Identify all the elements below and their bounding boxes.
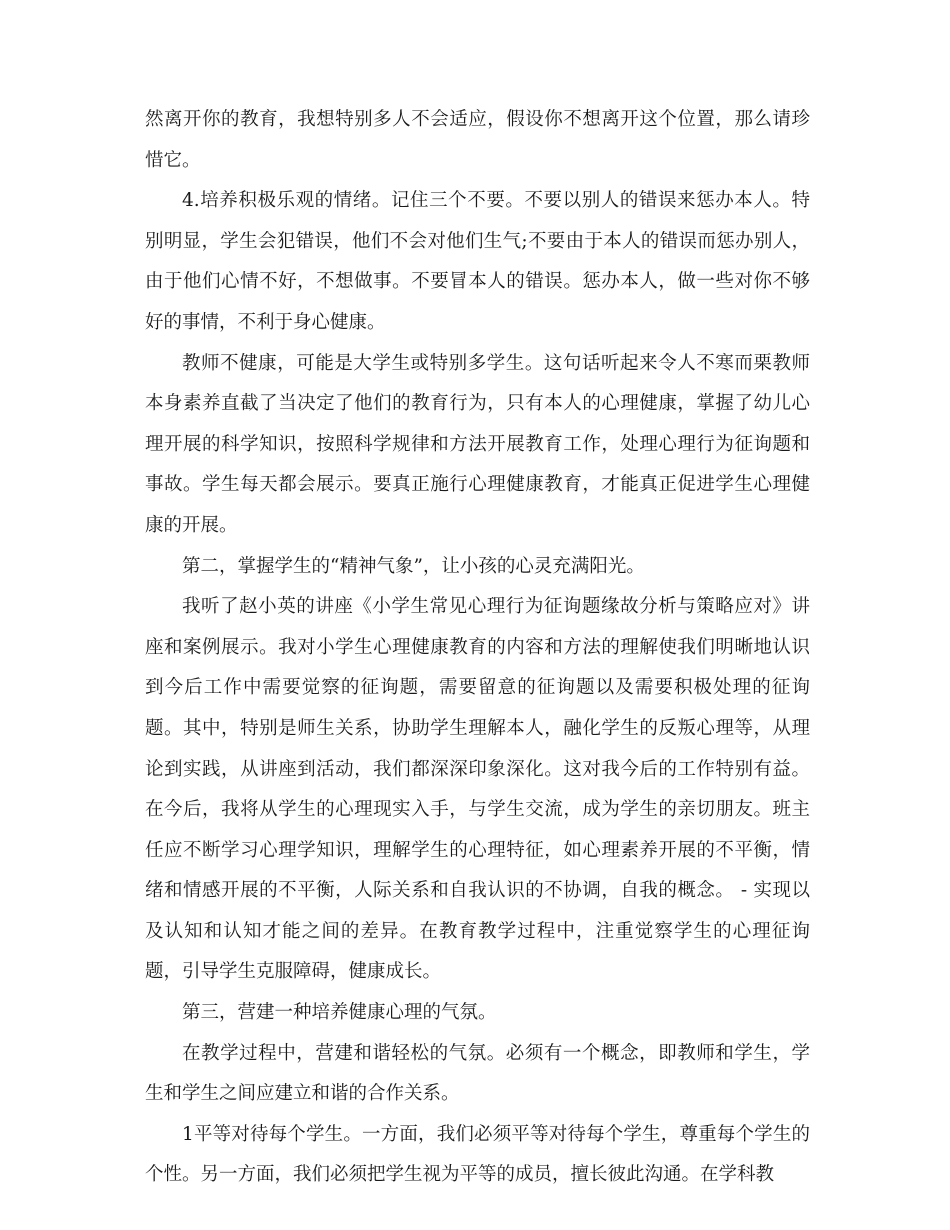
paragraph-4: 第二，掌握学生的“精神气象”，让小孩的心灵充满阳光。 [182, 555, 645, 577]
paragraph-2: 4.培养积极乐观的情绪。记住三个不要。不要以别人的错误来惩办本人。特别明显，学生会犯错误，他们不会对他们生气;不要由于本人的错误而惩办别人，由于他们心情不好，不想做事。不要冒本人的错误。惩办本人，做一些对你不够好的事情，不利于身心健康。 [145, 190, 810, 333]
paragraph-5: 我听了赵小英的讲座《小学生常见心理行为征询题缘故分析与策略应对》讲座和案例展示。我对小学生心理健康教育的内容和方法的理解使我们明晰地认识到今后工作中需要觉察的征询题，需要留意的征询题以及需要积极处理的征询题。其中，特别是师生关系，协助学生理解本人，融化学生的反叛心理等，从理论到实践，从讲座到活动，我们都深深印象深化。这对我今后的工作特别有益。在今后，我将从学生的心理现实入手，与学生交流，成为学生的亲切朋友。班主任应不断学习心理学知识，理解学生的心理特征，如心理素养开展的不平衡，情绪和情感开展的不平衡，人际关系和自我认识的不协调，自我的概念。 - 实现以及认知和认知才能之间的差异。在教育教学过程中，注重觉察学生的心理征询题，引导学生克服障碍，健康成长。 [145, 596, 810, 983]
paragraph-3: 教师不健康，可能是大学生或特别多学生。这句话听起来令人不寒而栗教师本身素养直截了当决定了他们的教育行为，只有本人的心理健康，掌握了幼儿心理开展的科学知识，按照科学规律和方法开展教育工作，处理心理行为征询题和事故。学生每天都会展示。要真正施行心理健康教育，才能真正促进学生心理健康的开展。 [145, 352, 810, 536]
paragraph-8: 1平等对待每个学生。一方面，我们必须平等对待每个学生，尊重每个学生的个性。另一方面，我们必须把学生视为平等的成员，擅长彼此沟通。在学科教 [145, 1123, 810, 1186]
paragraph-6: 第三，营建一种培养健康心理的气氛。 [182, 1002, 497, 1024]
paragraph-1: 然离开你的教育，我想特别多人不会适应，假设你不想离开这个位置，那么请珍惜它。 [145, 109, 810, 171]
document-page [145, 100, 810, 1196]
paragraph-7: 在教学过程中，营建和谐轻松的气氛。必须有一个概念，即教师和学生，学生和学生之间应建立和谐的合作关系。 [145, 1042, 810, 1105]
